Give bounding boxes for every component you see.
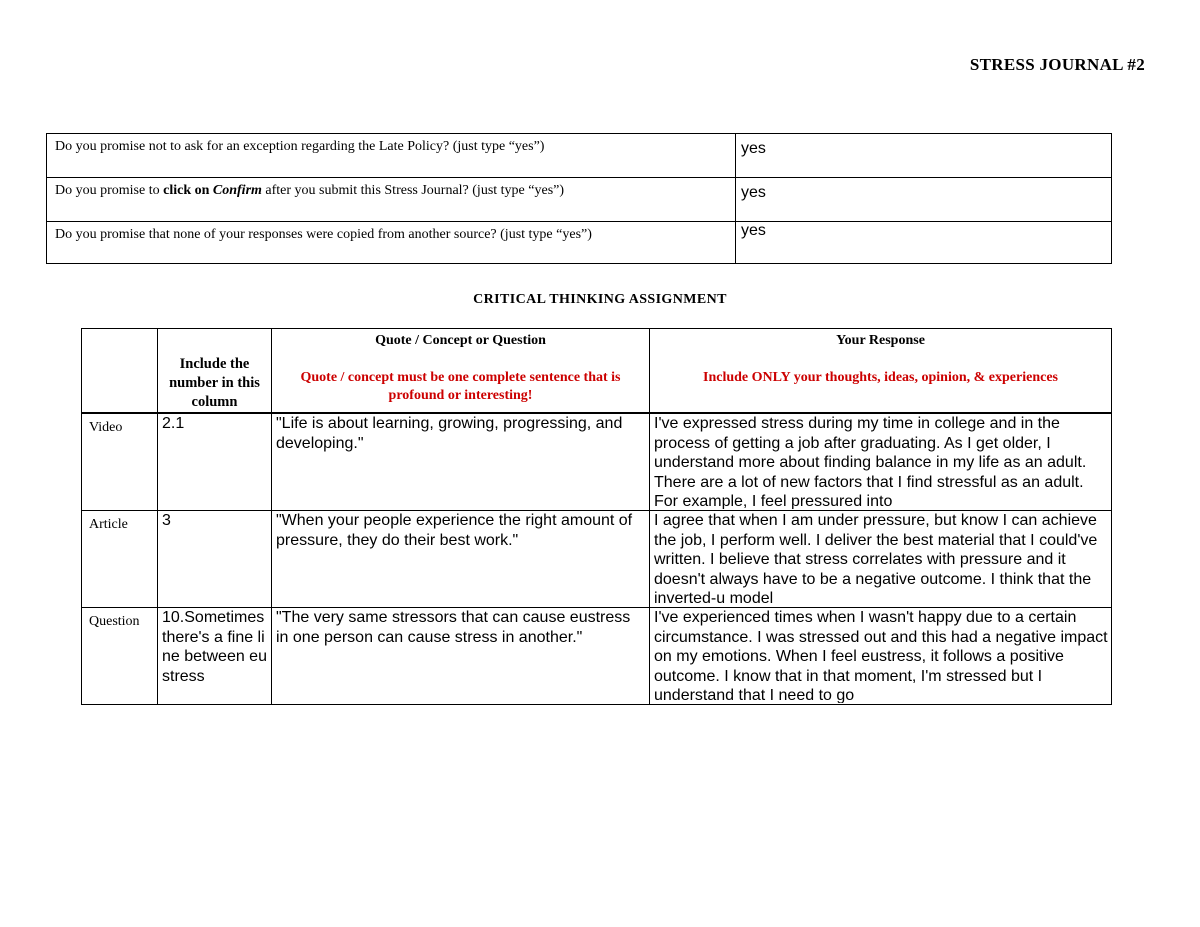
number-text: 2.1 [162,415,185,432]
table-header-row [82,329,1112,414]
header-response [650,329,1112,414]
promise-question-text-after: after you submit this Stress Journal? (just type “yes”) [261,183,565,198]
promise-answer-field[interactable] [736,222,1112,264]
response-cell[interactable] [650,511,1112,608]
promise-question [47,178,736,222]
header-quote-note: Quote / concept must be one complete sentence that is profound or interesting! [300,370,621,403]
quote-text: "When your people experience the right amount of pressure, they do their best work." [276,512,633,549]
header-empty-cell [82,329,158,414]
promise-row [47,222,1112,264]
table-row [82,608,1112,705]
promise-answer-field[interactable] [736,178,1112,222]
header-response-note: Include ONLY your thoughts, ideas, opinion, & experiences [703,370,1058,385]
row-label-cell [82,608,158,705]
header-quote [272,329,650,414]
document-title: STRESS JOURNAL #2 [969,55,1145,74]
promise-answer-text: yes [741,222,766,239]
number-text: 3 [162,512,171,529]
number-cell[interactable] [158,608,272,705]
quote-cell[interactable] [272,608,650,705]
promise-row [47,178,1112,222]
promise-question [47,134,736,178]
header-number-label: Include the number in this column [169,356,260,410]
response-text: I agree that when I am under pressure, but know I can achieve the job, I perform well. I deliver the best material that I could've written. I believe that stress correlates with pressure and it doesn't always have to be a negative outcome. I think that the inverted-u model [654,512,1098,606]
row-label-cell [82,511,158,608]
response-cell[interactable] [650,608,1112,705]
quote-cell[interactable] [272,413,650,511]
row-label-cell [82,413,158,511]
promise-answer-text: yes [741,184,766,201]
table-row [82,413,1112,511]
header-number [158,329,272,414]
critical-thinking-table [81,328,1112,705]
table-row [82,511,1112,608]
header-response-label: Your Response [836,333,925,348]
quote-text: "The very same stressors that can cause eustress in one person can cause stress in another." [276,609,631,646]
quote-cell[interactable] [272,511,650,608]
response-text: I've expressed stress during my time in college and in the process of getting a job after graduating. As I get older, I understand more about finding balance in my life as an adult. There are a lot of new factors that I find stressful as an adult. For example, I feel pressured into [654,415,1087,509]
promise-question-text: Do you promise to [55,183,164,198]
row-label: Article [89,517,128,532]
response-cell[interactable] [650,413,1112,511]
promise-question [47,222,736,264]
quote-text: "Life is about learning, growing, progressing, and developing." [276,415,623,452]
promise-table [46,133,1112,264]
number-cell[interactable] [158,511,272,608]
section-title: CRITICAL THINKING ASSIGNMENT [473,292,727,307]
promise-question-text: Do you promise not to ask for an exception regarding the Late Policy? (just type “yes”) [55,139,545,154]
response-text: I've experienced times when I wasn't happy due to a certain circumstance. I was stressed out and this had a negative impact on my emotions. When I feel eustress, it follows a positive outcome. I know that in that moment, I'm stressed but I understand that I need to go [654,609,1108,703]
promise-question-bold: click on [163,183,213,198]
row-label: Video [89,420,123,435]
promise-question-confirm: Confirm [212,183,262,198]
row-label: Question [89,614,140,629]
number-text: 10.Sometimes there's a fine line between eustress [162,609,267,685]
promise-answer-field[interactable] [736,134,1112,178]
number-cell[interactable] [158,413,272,511]
promise-row [47,134,1112,178]
promise-question-text: Do you promise that none of your responses were copied from another source? (just type “yes”) [55,227,592,242]
header-quote-label: Quote / Concept or Question [375,333,546,348]
promise-answer-text: yes [741,140,766,157]
